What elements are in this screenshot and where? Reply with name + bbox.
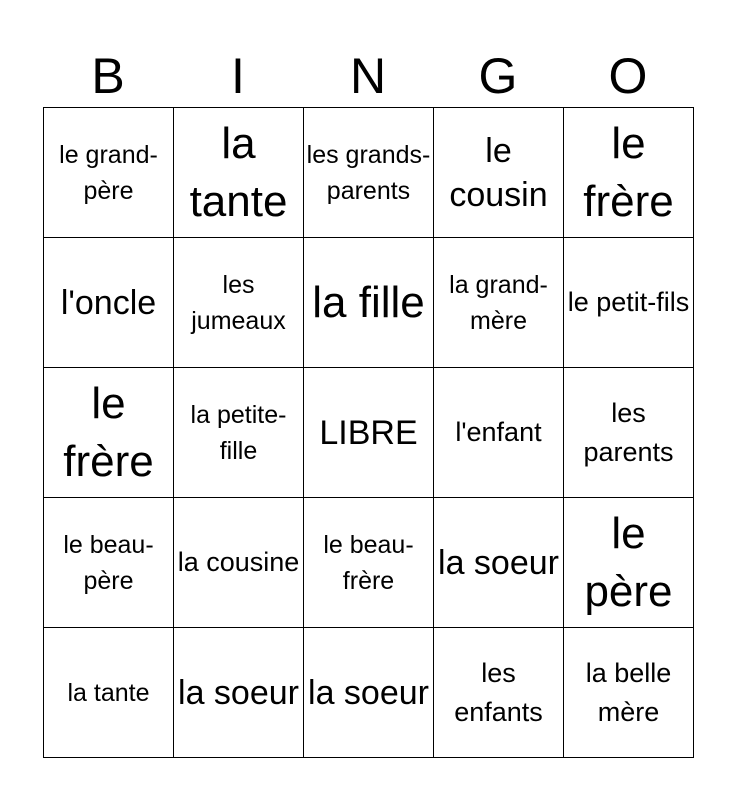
bingo-cell[interactable]: le beau-père xyxy=(44,498,174,628)
bingo-cell[interactable]: la fille xyxy=(304,238,434,368)
bingo-cell[interactable]: les parents xyxy=(564,368,694,498)
board-row xyxy=(44,628,694,758)
bingo-cell[interactable]: le cousin xyxy=(434,108,564,238)
bingo-cell[interactable]: le père xyxy=(564,498,694,628)
bingo-cell[interactable]: la belle mère xyxy=(564,628,694,758)
board-row xyxy=(44,498,694,628)
bingo-board xyxy=(43,107,694,758)
bingo-cell[interactable]: le frère xyxy=(564,108,694,238)
bingo-cell[interactable]: les grands-parents xyxy=(304,108,434,238)
bingo-header xyxy=(43,46,693,106)
bingo-cell[interactable]: la soeur xyxy=(434,498,564,628)
header-letter-g: G xyxy=(478,48,518,104)
board-row xyxy=(44,108,694,238)
bingo-cell[interactable]: l'enfant xyxy=(434,368,564,498)
bingo-cell[interactable]: le beau-frère xyxy=(304,498,434,628)
bingo-cell[interactable]: les enfants xyxy=(434,628,564,758)
free-space-cell[interactable]: LIBRE xyxy=(304,368,434,498)
bingo-cell[interactable]: la petite-fille xyxy=(174,368,304,498)
bingo-cell[interactable]: les jumeaux xyxy=(174,238,304,368)
bingo-cell[interactable]: le grand-père xyxy=(44,108,174,238)
header-letter-b: B xyxy=(91,48,125,104)
header-letter-o: O xyxy=(608,48,648,104)
bingo-cell[interactable]: la grand-mère xyxy=(434,238,564,368)
board-row xyxy=(44,238,694,368)
bingo-cell[interactable]: la tante xyxy=(174,108,304,238)
bingo-cell[interactable]: la soeur xyxy=(174,628,304,758)
bingo-cell[interactable]: la cousine xyxy=(174,498,304,628)
bingo-cell[interactable]: la soeur xyxy=(304,628,434,758)
bingo-cell[interactable]: la tante xyxy=(44,628,174,758)
header-letter-n: N xyxy=(349,48,387,104)
bingo-cell[interactable]: le petit-fils xyxy=(564,238,694,368)
bingo-cell[interactable]: le frère xyxy=(44,368,174,498)
header-letter-i: I xyxy=(231,48,245,104)
board-row xyxy=(44,368,694,498)
bingo-cell[interactable]: l'oncle xyxy=(44,238,174,368)
